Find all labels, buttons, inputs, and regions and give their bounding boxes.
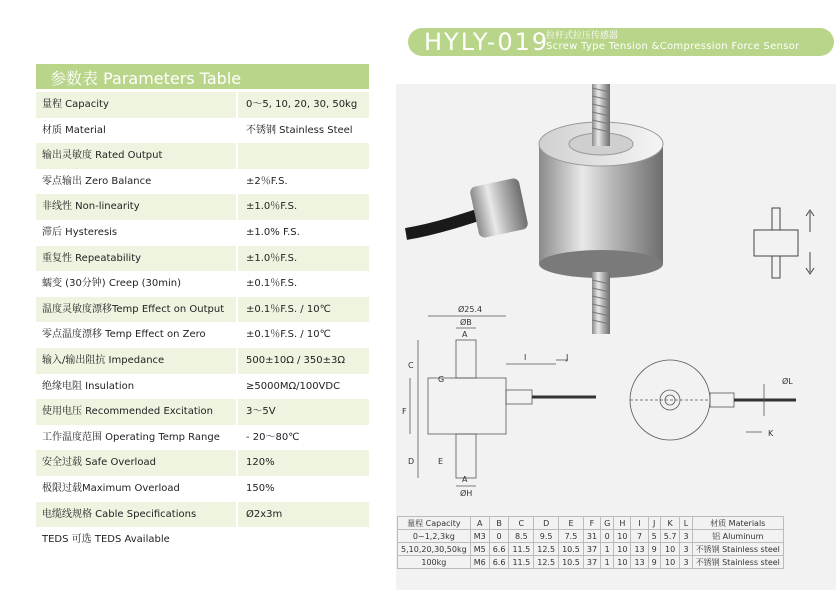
dimensions-cell: 10 (614, 530, 631, 543)
dimensions-cell: 6.6 (489, 556, 509, 569)
product-name-cn: 拉杆式拉压传感器 (546, 31, 619, 41)
param-label: 蠕变 (30分钟) Creep (30min) (42, 278, 181, 290)
param-value: - 20～80℃ (236, 425, 369, 451)
dimensions-row (398, 530, 784, 543)
dimensions-cell: 12.5 (534, 556, 559, 569)
param-label: 材质 Material (42, 124, 106, 136)
param-value: 500±10Ω / 350±3Ω (236, 348, 369, 374)
product-illustration-area (396, 84, 836, 590)
param-value: ≥5000MΩ/100VDC (236, 374, 369, 400)
param-label: 绝缘电阻 Insulation (42, 380, 135, 392)
dim-label-K: K (768, 429, 774, 438)
sensor-photo (406, 84, 663, 334)
dimensions-header-cell: J (648, 517, 660, 530)
dimensions-cell: 3 (680, 556, 692, 569)
dimensions-cell: 1 (601, 556, 614, 569)
param-row (36, 220, 369, 246)
param-row (36, 502, 369, 528)
param-label: 重复性 Repeatability (42, 252, 142, 264)
param-value: ±1.0％F.S. (236, 246, 369, 272)
param-label: TEDS 可选 TEDS Available (42, 534, 170, 546)
dimensions-cell: 9 (648, 556, 660, 569)
dimensions-cell: 7.5 (559, 530, 584, 543)
dimensions-cell: M5 (470, 543, 489, 556)
sensor-illustration (396, 84, 836, 514)
param-label: 安全过载 Safe Overload (42, 457, 156, 469)
param-row (36, 399, 369, 425)
param-row (36, 425, 369, 451)
param-value: ±0.1％F.S. (236, 271, 369, 297)
dimensions-header-cell: D (534, 517, 559, 530)
dimensions-header-cell: 材质 Materials (692, 517, 783, 530)
param-row (36, 92, 369, 118)
dimensions-cell: 37 (583, 543, 600, 556)
dimensions-cell: 9 (648, 543, 660, 556)
dimensions-header-cell: G (601, 517, 614, 530)
dimensions-cell: 不锈钢 Stainless steel (692, 543, 783, 556)
dimensions-header-cell: K (660, 517, 680, 530)
dimensions-cell: 不锈钢 Stainless steel (692, 556, 783, 569)
dimensions-cell: 10 (660, 543, 680, 556)
param-row (36, 322, 369, 348)
dimensions-cell: 6.6 (489, 543, 509, 556)
dimensions-cell: 11.5 (509, 556, 534, 569)
param-row (36, 374, 369, 400)
dimensions-cell: 10 (614, 556, 631, 569)
dimensions-cell: 13 (631, 543, 648, 556)
param-label: 输入/输出阻抗 Impedance (42, 354, 165, 366)
dim-label-phiB: ØB (460, 318, 472, 327)
dimensions-cell: 9.5 (534, 530, 559, 543)
dimensions-cell: M6 (470, 556, 489, 569)
dim-label-phi254: Ø25.4 (458, 305, 483, 314)
param-value: ±1.0% F.S. (236, 220, 369, 246)
params-title: 参数表 Parameters Table (50, 69, 242, 88)
dimensions-cell: 5 (648, 530, 660, 543)
dim-label-A-bottom: A (462, 475, 468, 484)
dimensions-cell: 37 (583, 556, 600, 569)
param-value: Ø2x3m (236, 502, 369, 528)
dimensions-cell: 11.5 (509, 543, 534, 556)
dimensions-cell: 1 (601, 543, 614, 556)
dim-label-I: I (524, 353, 527, 362)
dimensions-cell: 铝 Aluminum (692, 530, 783, 543)
dimensions-header-cell: L (680, 517, 692, 530)
dimensions-cell: 5,10,20,30,50kg (398, 543, 471, 556)
param-label: 工作温度范围 Operating Temp Range (42, 431, 220, 443)
param-row (36, 271, 369, 297)
dimensions-cell: 100kg (398, 556, 471, 569)
param-value (236, 527, 369, 553)
param-label: 零点输出 Zero Balance (42, 175, 152, 187)
dimensions-cell: 31 (583, 530, 600, 543)
dimensions-cell: 10 (660, 556, 680, 569)
dimensions-header-cell: B (489, 517, 509, 530)
dim-label-phiH: ØH (460, 489, 473, 498)
dim-label-C: C (408, 361, 414, 370)
dimensions-row (398, 543, 784, 556)
param-row (36, 476, 369, 502)
param-row (36, 143, 369, 169)
dimensions-cell: 13 (631, 556, 648, 569)
dimensions-cell: 8.5 (509, 530, 534, 543)
param-value: 150% (236, 476, 369, 502)
dimensions-cell: 3 (680, 530, 692, 543)
param-label: 零点温度漂移 Temp Effect on Zero (42, 329, 206, 341)
dimensions-header-row (398, 517, 784, 530)
param-value: ±0.1％F.S. / 10℃ (236, 322, 369, 348)
dimensions-header-cell: I (631, 517, 648, 530)
param-row (36, 194, 369, 220)
dimensions-header-cell: 量程 Capacity (398, 517, 471, 530)
product-name-en: Screw Type Tension &Compression Force Sensor (546, 41, 800, 52)
param-value: ±1.0％F.S. (236, 194, 369, 220)
param-value: 120% (236, 450, 369, 476)
param-row (36, 118, 369, 144)
param-value (236, 143, 369, 169)
dim-label-A-top: A (462, 330, 468, 339)
dimensions-cell: 10.5 (559, 543, 584, 556)
dimensions-header-cell: A (470, 517, 489, 530)
param-row (36, 169, 369, 195)
param-row (36, 297, 369, 323)
param-label: 使用电压 Recommended Excitation (42, 406, 213, 418)
param-value: ±2％F.S. (236, 169, 369, 195)
product-header (408, 28, 834, 56)
param-label: 温度灵敏度漂移Temp Effect on Output (42, 303, 225, 315)
dimensions-cell: 3 (680, 543, 692, 556)
param-row (36, 527, 369, 553)
dimensions-cell: 12.5 (534, 543, 559, 556)
dimensions-cell: 5.7 (660, 530, 680, 543)
params-title-bar (36, 64, 369, 89)
param-row (36, 348, 369, 374)
params-table (36, 92, 369, 553)
dimensions-cell: 0 (489, 530, 509, 543)
param-label: 滞后 Hysteresis (42, 226, 118, 238)
dimensions-cell: 10 (614, 543, 631, 556)
param-value: 不锈钢 Stainless Steel (236, 118, 369, 144)
param-label: 量程 Capacity (42, 99, 109, 110)
dimensions-row (398, 556, 784, 569)
param-label: 极限过载Maximum Overload (42, 482, 180, 494)
dimensions-header-cell: E (559, 517, 584, 530)
dim-label-J: J (566, 353, 569, 362)
param-label: 非线性 Non-linearity (42, 201, 140, 213)
dim-label-E: E (438, 457, 444, 466)
param-label: 输出灵敏度 Rated Output (42, 150, 163, 162)
dimensions-cell: 7 (631, 530, 648, 543)
dimensions-cell: 0~1,2,3kg (398, 530, 471, 543)
dim-label-G: G (438, 375, 445, 384)
top-view-drawing (630, 360, 796, 440)
tension-compression-icon (754, 208, 814, 278)
param-row (36, 246, 369, 272)
dimensions-table (397, 516, 784, 569)
param-value: 3～5V (236, 399, 369, 425)
dimensions-header-cell: F (583, 517, 600, 530)
dimensions-header-cell: C (509, 517, 534, 530)
param-row (36, 450, 369, 476)
model-number: HYLY-019 (424, 28, 550, 56)
param-label: 电缆线规格 Cable Specifications (42, 508, 197, 520)
dim-label-F: F (402, 407, 407, 416)
dimensions-cell: M3 (470, 530, 489, 543)
dim-label-phiL: ØL (782, 377, 793, 386)
dimensions-cell: 10.5 (559, 556, 584, 569)
param-value: ±0.1％F.S. / 10℃ (236, 297, 369, 323)
param-value: 0～5, 10, 20, 30, 50kg (236, 92, 369, 118)
dimensions-cell: 0 (601, 530, 614, 543)
dimensions-header-cell: H (614, 517, 631, 530)
dim-label-D: D (408, 457, 415, 466)
